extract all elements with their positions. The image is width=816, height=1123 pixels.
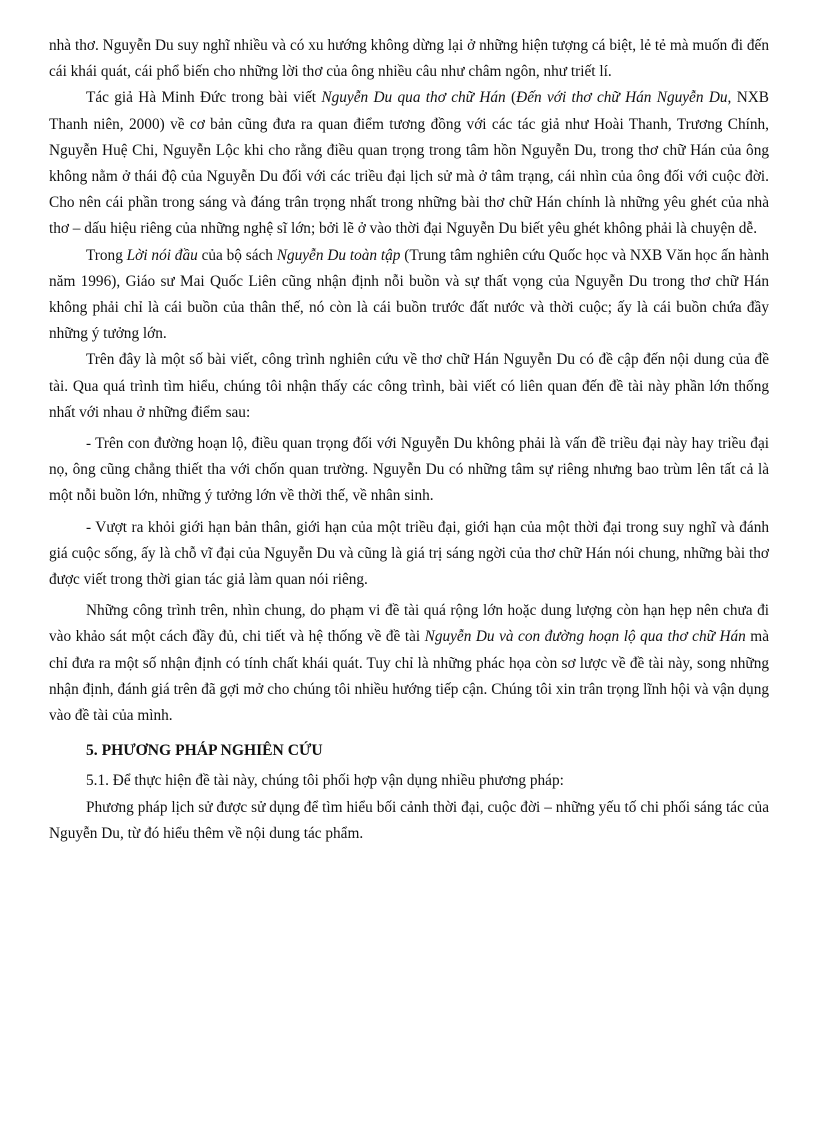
text-run: mà chỉ đưa ra một số nhận định có tính chất khái quát. Tuy chỉ là những phác họa còn sơ lược về đề tài này, song những nhận định, đánh giá trên đã gợi mở cho chúng tôi nhiều hướng tiếp cận. Chúng tôi xin trân trọng lĩnh hội và vận dụng vào đề tài của mình. xyxy=(49,628,769,725)
text-run: ( xyxy=(505,89,517,107)
paragraph-continuation: nhà thơ. Nguyễn Du suy nghĩ nhiều và có xu hướng không dừng lại ở những hiện tượng cá biệt, lẻ tẻ mà muốn đi đến cái khái quát, cái phổ biến cho những lời thơ của ông nhiều câu như châm ngôn, như triết lí. xyxy=(49,37,769,81)
paragraph-historical-method: Phương pháp lịch sử được sử dụng để tìm hiểu bối cảnh thời đại, cuộc đời – những yếu tố chi phối sáng tác của Nguyễn Du, từ đó hiểu thêm về nội dung tác phẩm. xyxy=(49,798,769,842)
text-run: (Trung tâm nghiên cứu Quốc học và NXB Văn học ấn hành năm 1996), Giáo sư Mai Quốc Liên cũng nhận định nỗi buồn và sự thất vọng của Nguyễn Du trong thơ chữ Hán không phải chỉ là cái buồn của thân thế, nó còn là cái buồn trước đất nước và thời cuộc; ấy là cái buồn chứa đầy những ý tưởng lớn. xyxy=(49,246,769,343)
italic-title: Nguyễn Du và con đường hoạn lộ qua thơ chữ Hán xyxy=(424,628,746,646)
bullet-point-1: - Trên con đường hoạn lộ, điều quan trọng đối với Nguyễn Du không phải là vấn đề triều đại này hay triều đại nọ, ông cũng chẳng thiết tha với chốn quan trường. Nguyễn Du có những tâm sự riêng nhưng bao trùm lên tất cả là một nỗi buồn lớn, những ý tưởng lớn về thời thế, về nhân sinh. xyxy=(49,435,769,505)
text-run: , NXB Thanh niên, 2000) về cơ bản cũng đưa ra quan điểm tương đồng với các tác giả như Hoài Thanh, Trương Chính, Nguyễn Huệ Chi, Nguyễn Lộc khi cho rằng điều quan trọng trong tâm hồn Nguyễn Du, trong thơ chữ Hán của ông không nằm ở thái độ của Nguyễn Du đối với các triều đại lịch sử mà ở tâm trạng, cái nhìn của ông đối với cuộc đời. Cho nên cái phần trong sáng và đáng trân trọng nhất trong những bài thơ chữ Hán chính là những yêu ghét của nhà thơ – dấu hiệu riêng của những nghệ sĩ lớn; bởi lẽ ở vào thời đại Nguyễn Du biết yêu ghét không phải là chuyện dễ. xyxy=(49,89,769,238)
paragraph-conclusion xyxy=(49,598,769,729)
text-run: Tác giả Hà Minh Đức trong bài viết xyxy=(86,89,322,107)
text-run: của bộ sách xyxy=(197,246,277,264)
text-run: Trong xyxy=(86,246,127,264)
italic-title: Đến với thơ chữ Hán Nguyễn Du xyxy=(516,89,728,107)
italic-title: Nguyễn Du toàn tập xyxy=(276,246,401,264)
italic-title: Lời nói đầu xyxy=(126,246,198,264)
document-page xyxy=(49,33,769,847)
paragraph-mai-quoc-lien xyxy=(49,243,769,348)
italic-title: Nguyễn Du qua thơ chữ Hán xyxy=(321,89,506,107)
section-heading: 5. PHƯƠNG PHÁP NGHIÊN CỨU xyxy=(86,742,323,760)
paragraph-method-intro: 5.1. Để thực hiện đề tài này, chúng tôi phối hợp vận dụng nhiều phương pháp: xyxy=(86,772,564,790)
paragraph-ha-minh-duc xyxy=(49,85,769,242)
bullet-point-2: - Vượt ra khỏi giới hạn bản thân, giới hạn của một triều đại, giới hạn của một thời đại trong suy nghĩ và đánh giá cuộc sống, ấy là chỗ vĩ đại của Nguyễn Du và cũng là giá trị sáng ngời của thơ chữ Hán nói chung, những bài thơ được viết trong thời gian tác giả làm quan nói riêng. xyxy=(49,518,769,589)
text-run: Những công trình trên, nhìn chung, do phạm vi đề tài quá rộng lớn hoặc dung lượng còn hạn hẹp nên chưa đi vào khảo sát một cách đầy đủ, chi tiết và hệ thống về đề tài xyxy=(49,602,769,646)
paragraph-summary: Trên đây là một số bài viết, công trình nghiên cứu về thơ chữ Hán Nguyễn Du có đề cập đến nội dung của đề tài. Qua quá trình tìm hiểu, chúng tôi nhận thấy các công trình, bài viết có liên quan đến đề tài này phần lớn thống nhất với nhau ở những điểm sau: xyxy=(49,351,769,421)
